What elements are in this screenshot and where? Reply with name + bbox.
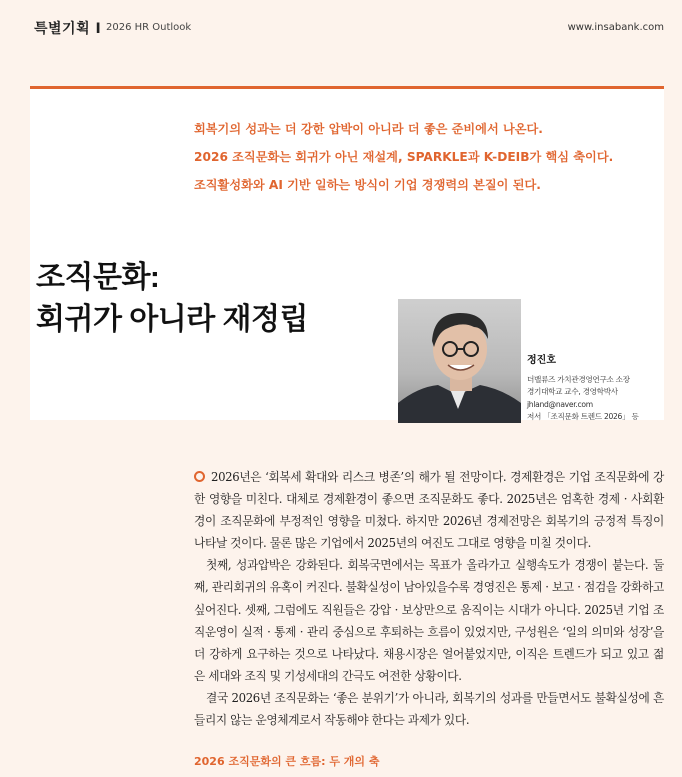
hero-panel <box>30 86 664 420</box>
paragraph-text: 2026년은 ‘회복세 확대와 리스크 병존’의 해가 될 전망이다. 경제환경은 기업 조직문화에 강한 영향을 미친다. 대체로 경제환경이 좋으면 조직문화도 좋다. 2025년은 엄혹한 경제 · 사회환경이 조직문화에 부정적인 영향을 미쳤다. 하지만 2026년 경제전망은 회복기의 긍정적 특징이 나타날 것이다. 물론 많은 기업에서 2025년의 여진도 그대로 영향을 미칠 것이다. <box>194 470 664 551</box>
article-paragraph <box>194 466 664 554</box>
author-affiliation: 더밸류즈 가치관경영연구소 소장 <box>527 375 630 384</box>
author-portrait-icon <box>398 299 521 423</box>
highlight-line: 회복기의 성과는 더 강한 압박이 아니라 더 좋은 준비에서 나온다. <box>194 122 543 136</box>
title-line-2: 회귀가 아니라 재정립 <box>36 303 308 336</box>
section-subheading: 2026 조직문화의 큰 흐름: 두 개의 축 <box>194 755 380 768</box>
section-subtitle: 2026 HR Outlook <box>106 22 192 33</box>
author-book: 저서 「조직문화 트렌드 2026」 등 <box>527 412 639 422</box>
author-name: 정진호 <box>527 355 556 366</box>
highlight-line: 2026 조직문화는 회귀가 아닌 재설계, SPARKLE과 K-DEIB가 핵심 축이다. <box>194 150 614 164</box>
author-info <box>527 351 667 424</box>
article-paragraph: 첫째, 성과압박은 강화된다. 회복국면에서는 목표가 올라가고 실행속도가 경쟁이 붙는다. 둘째, 관리회귀의 유혹이 커진다. 불확실성이 남아있을수록 경영진은 통제 · 보고 · 점검을 강화하고 싶어진다. 셋째, 그럼에도 직원들은 강압 · 보상만으로 움직이는 시대가 아니다. 2025년 기업 조직운영이 실적 · 통제 · 관리 중심으로 후퇴하는 흐름이 있었지만, 구성원은 ‘일의 의미와 성장’을 더 강하게 요구하는 것으로 나타났다. 채용시장은 얼어붙었지만, 이직은 트렌드가 되고 있고 젊은 세대와 조직 및 기성세대의 간극도 여전한 상황이다. <box>194 558 664 683</box>
section-label: 특별기획 Ⅰ <box>34 21 102 37</box>
page-header <box>0 0 682 60</box>
author-email[interactable]: jhland@naver.com <box>527 399 593 409</box>
author-photo <box>398 299 521 423</box>
author-position: 경기대학교 교수, 경영학박사 <box>527 387 618 397</box>
highlight-line: 조직활성화와 AI 기반 일하는 방식이 기업 경쟁력의 본질이 된다. <box>194 178 541 192</box>
article-title <box>36 257 308 341</box>
title-line-1: 조직문화: <box>36 261 160 294</box>
article-body <box>194 466 664 731</box>
highlights <box>194 115 613 199</box>
article-paragraph: 결국 2026년 조직문화는 ‘좋은 분위기’가 아니라, 회복기의 성과를 만들면서도 불확실성에 흔들리지 않는 운영체계로서 작동해야 한다는 과제가 있다. <box>194 690 664 728</box>
site-url[interactable]: www.insabank.com <box>567 22 664 33</box>
circle-bullet-icon <box>194 471 205 482</box>
